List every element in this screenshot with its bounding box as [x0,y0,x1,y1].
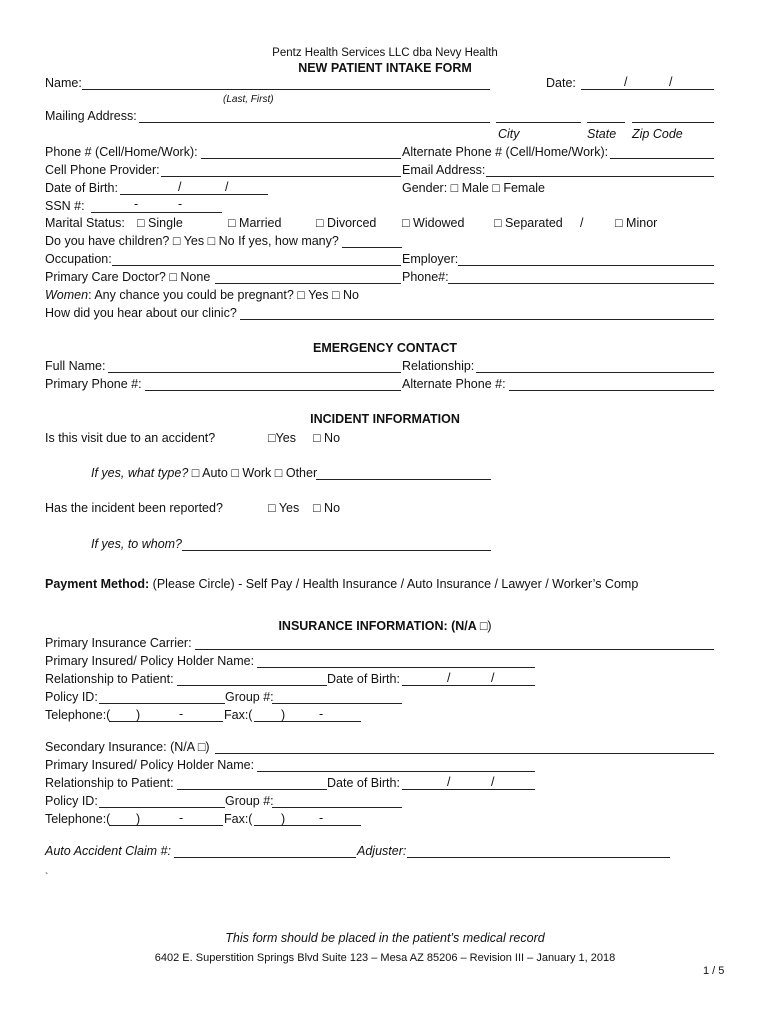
ssn-field[interactable] [91,212,222,213]
how-many-label: If yes, how many? [238,234,339,248]
secondary-field[interactable] [215,753,714,754]
separated-label: Separated [505,216,563,230]
checkbox-icon[interactable]: □ [313,501,321,515]
date-slash: / [669,75,673,89]
pregnancy-question: : Any chance you could be pregnant? [88,288,294,302]
insurance-heading-row [0,619,770,633]
pcp-phone-field[interactable] [448,283,714,284]
marital-single[interactable] [137,216,183,230]
checkbox-icon[interactable]: □ [615,216,623,230]
minor-label: Minor [626,216,658,230]
checkbox-icon[interactable]: □ [492,181,500,195]
checkbox-icon[interactable]: □ [450,181,459,195]
checkbox-icon[interactable]: □ [191,466,200,480]
last-first-hint: (Last, First) [223,94,274,105]
checkbox-icon[interactable]: □ [172,234,181,248]
ec-relationship-field[interactable] [476,372,714,373]
checkbox-icon[interactable]: □ [479,619,488,633]
no-label: No [324,431,341,445]
zip-field[interactable] [632,122,714,123]
telephone-label: Telephone:( [45,708,111,722]
ins-dob-label: Date of Birth: [327,672,400,686]
other-label: Other [285,466,318,480]
checkbox-icon[interactable]: □ [297,288,305,302]
holder-field[interactable] [257,667,535,668]
group-label: Group #: [225,690,274,704]
accident-type-row [91,466,317,480]
email-label: Email Address: [402,163,486,177]
fax2-field[interactable] [254,825,361,826]
children-count-field[interactable] [342,247,402,248]
marital-label: Marital Status: [45,216,125,230]
incident-heading: INCIDENT INFORMATION [310,412,460,426]
accident-yes[interactable] [268,431,296,445]
carrier-field[interactable] [195,649,714,650]
phone-field[interactable] [201,158,401,159]
ec-primary-phone-label: Primary Phone #: [45,377,142,391]
checkbox-icon[interactable]: □ [137,216,145,230]
checkbox-icon[interactable]: □ [268,431,276,445]
marital-minor[interactable] [615,216,657,230]
accident-question: Is this visit due to an accident? [45,431,216,445]
children-row [45,234,339,248]
tel-paren: ) [136,708,141,722]
work-label: Work [242,466,272,480]
female-option: Female [503,181,546,195]
marital-married[interactable] [228,216,281,230]
accident-no[interactable] [313,431,340,445]
pregnancy-row [45,288,359,302]
group2-field[interactable] [272,807,402,808]
yes-label: Yes [183,234,205,248]
pcp-row [45,270,210,284]
divorced-label: Divorced [327,216,377,230]
checkbox-icon[interactable]: □ [316,216,324,230]
relationship-label: Relationship to Patient: [45,672,174,686]
email-field[interactable] [486,176,714,177]
policy2-field[interactable] [99,807,225,808]
ec-alt-phone-label: Alternate Phone #: [402,377,506,391]
city-field[interactable] [496,122,581,123]
checkbox-icon[interactable]: □ [494,216,502,230]
dob-slash: / [225,180,229,194]
checkbox-icon[interactable]: □ [402,216,410,230]
reported-no[interactable] [313,501,340,515]
widowed-label: Widowed [413,216,465,230]
city-hint: City [498,127,520,141]
telephone2-label: Telephone:( [45,812,111,826]
reported-question: Has the incident been reported? [45,501,223,515]
name-label: Name: [45,76,82,90]
dob-slash: / [178,180,182,194]
gender-label: Gender: [402,181,448,195]
no-label: No [343,288,360,302]
male-option: Male [461,181,489,195]
footer-note: This form should be placed in the patient’s medical record [225,931,545,945]
yes-label: Yes [308,288,329,302]
name-field[interactable] [82,89,490,90]
payment-options: (Please Circle) - Self Pay / Health Insurance / Auto Insurance / Lawyer / Worker’s Comp [149,577,639,591]
auto-claim-field[interactable] [174,857,356,858]
emergency-heading: EMERGENCY CONTACT [313,341,457,355]
form-title: NEW PATIENT INTAKE FORM [298,61,472,75]
date-label: Date: [546,76,576,90]
pcp-field[interactable] [215,283,401,284]
holder2-field[interactable] [257,771,535,772]
policy-label: Policy ID: [45,690,98,704]
ssn-dash: - [134,197,139,211]
children-question: Do you have children? [45,234,170,248]
ins2-dob-slash: / [447,775,451,789]
ins-dob-field[interactable] [402,685,535,686]
checkbox-icon[interactable]: □ [331,288,340,302]
paren-close: ) [205,740,210,754]
tel2-paren: ) [136,812,141,826]
group-field[interactable] [272,703,402,704]
relationship2-label: Relationship to Patient: [45,776,174,790]
group2-label: Group #: [225,794,274,808]
married-label: Married [239,216,282,230]
stray-mark: ` [45,872,49,883]
payment-row [45,577,638,591]
gender-group [402,181,545,195]
adjuster-label: Adjuster: [357,844,407,858]
relationship-field[interactable] [177,685,327,686]
relationship2-field[interactable] [177,789,327,790]
holder2-label: Primary Insured/ Policy Holder Name: [45,758,255,772]
referral-label: How did you hear about our clinic? [45,306,237,320]
ins2-dob-slash: / [491,775,495,789]
auto-label: Auto [202,466,228,480]
policy2-label: Policy ID: [45,794,98,808]
fax2-paren: ) [281,812,286,826]
referral-field[interactable] [240,319,714,320]
employer-label: Employer: [402,252,459,266]
tel2-dash: - [179,811,184,825]
whom-field[interactable] [182,550,491,551]
ins-dob-slash: / [447,671,451,685]
payment-label: Payment Method: [45,577,150,591]
auto-claim-label: Auto Accident Claim #: [45,844,171,858]
ins2-dob-field[interactable] [402,789,535,790]
no-label: No [324,501,341,515]
occupation-label: Occupation: [45,252,112,266]
ssn-label: SSN #: [45,199,85,213]
pcp-phone-label: Phone#: [402,270,449,284]
tel-dash: - [179,707,184,721]
mailing-label: Mailing Address: [45,109,137,123]
mailing-street-field[interactable] [139,122,490,123]
pcp-label: Primary Care Doctor? [45,270,166,284]
adjuster-field[interactable] [407,857,670,858]
fax-paren: ) [281,708,286,722]
ec-alt-phone-field[interactable] [509,390,714,391]
secondary-row [45,740,210,754]
yes-label: Yes [278,501,300,515]
fax2-label: Fax:( [224,812,253,826]
fax-dash: - [319,707,324,721]
fax-field[interactable] [254,721,361,722]
holder-label: Primary Insured/ Policy Holder Name: [45,654,255,668]
marital-separated[interactable] [494,216,563,230]
yes-label: Yes [275,431,296,445]
cell-provider-label: Cell Phone Provider: [45,163,160,177]
ins-dob-slash: / [491,671,495,685]
telephone-field[interactable] [109,721,223,722]
paren-close: ) [487,619,492,633]
marital-slash: / [580,216,584,230]
ec-full-name-field[interactable] [108,372,401,373]
no-label: No [218,234,235,248]
dob-field[interactable] [120,194,268,195]
page-number: 1 / 5 [703,965,725,977]
checkbox-icon[interactable]: □ [274,466,283,480]
footer-address: 6402 E. Superstition Springs Blvd Suite 123 – Mesa AZ 85206 – Revision III – January 1, 2018 [154,952,616,964]
policy-field[interactable] [99,703,225,704]
women-label: Women [45,288,89,302]
ec-full-name-label: Full Name: [45,359,106,373]
single-label: Single [148,216,183,230]
ec-relationship-label: Relationship: [402,359,475,373]
other-type-field[interactable] [316,479,491,480]
telephone2-field[interactable] [109,825,223,826]
checkbox-icon[interactable]: □ [231,466,239,480]
marital-divorced[interactable] [316,216,376,230]
ssn-dash: - [178,197,183,211]
checkbox-icon[interactable]: □ [197,740,206,754]
dob-label: Date of Birth: [45,181,118,195]
phone-label: Phone # (Cell/Home/Work): [45,145,198,159]
secondary-label: Secondary Insurance: (N/A [45,740,198,754]
reported-yes[interactable] [268,501,299,515]
ins2-dob-label: Date of Birth: [327,776,400,790]
fax2-dash: - [319,811,324,825]
whom-question: If yes, to whom? [91,537,183,551]
checkbox-icon[interactable]: □ [313,431,321,445]
occupation-field[interactable] [112,265,401,266]
state-hint: State [587,127,617,141]
alt-phone-label: Alternate Phone # (Cell/Home/Work): [402,145,609,159]
type-question: If yes, what type? [91,466,189,480]
alt-phone-field[interactable] [610,158,714,159]
checkbox-icon[interactable]: □ [228,216,236,230]
checkbox-icon[interactable]: □ [268,501,276,515]
cell-provider-field[interactable] [161,176,401,177]
none-label: None [180,270,211,284]
zip-hint: Zip Code [632,127,683,141]
org-name: Pentz Health Services LLC dba Nevy Health [272,47,498,59]
state-field[interactable] [587,122,625,123]
date-field[interactable] [581,89,714,90]
ec-primary-phone-field[interactable] [145,390,401,391]
carrier-label: Primary Insurance Carrier: [45,636,192,650]
checkbox-icon[interactable]: □ [207,234,216,248]
employer-field[interactable] [458,265,714,266]
checkbox-icon[interactable]: □ [169,270,177,284]
fax-label: Fax:( [224,708,253,722]
insurance-heading: INSURANCE INFORMATION: (N/A [278,619,480,633]
marital-widowed[interactable] [402,216,464,230]
date-slash: / [624,75,628,89]
